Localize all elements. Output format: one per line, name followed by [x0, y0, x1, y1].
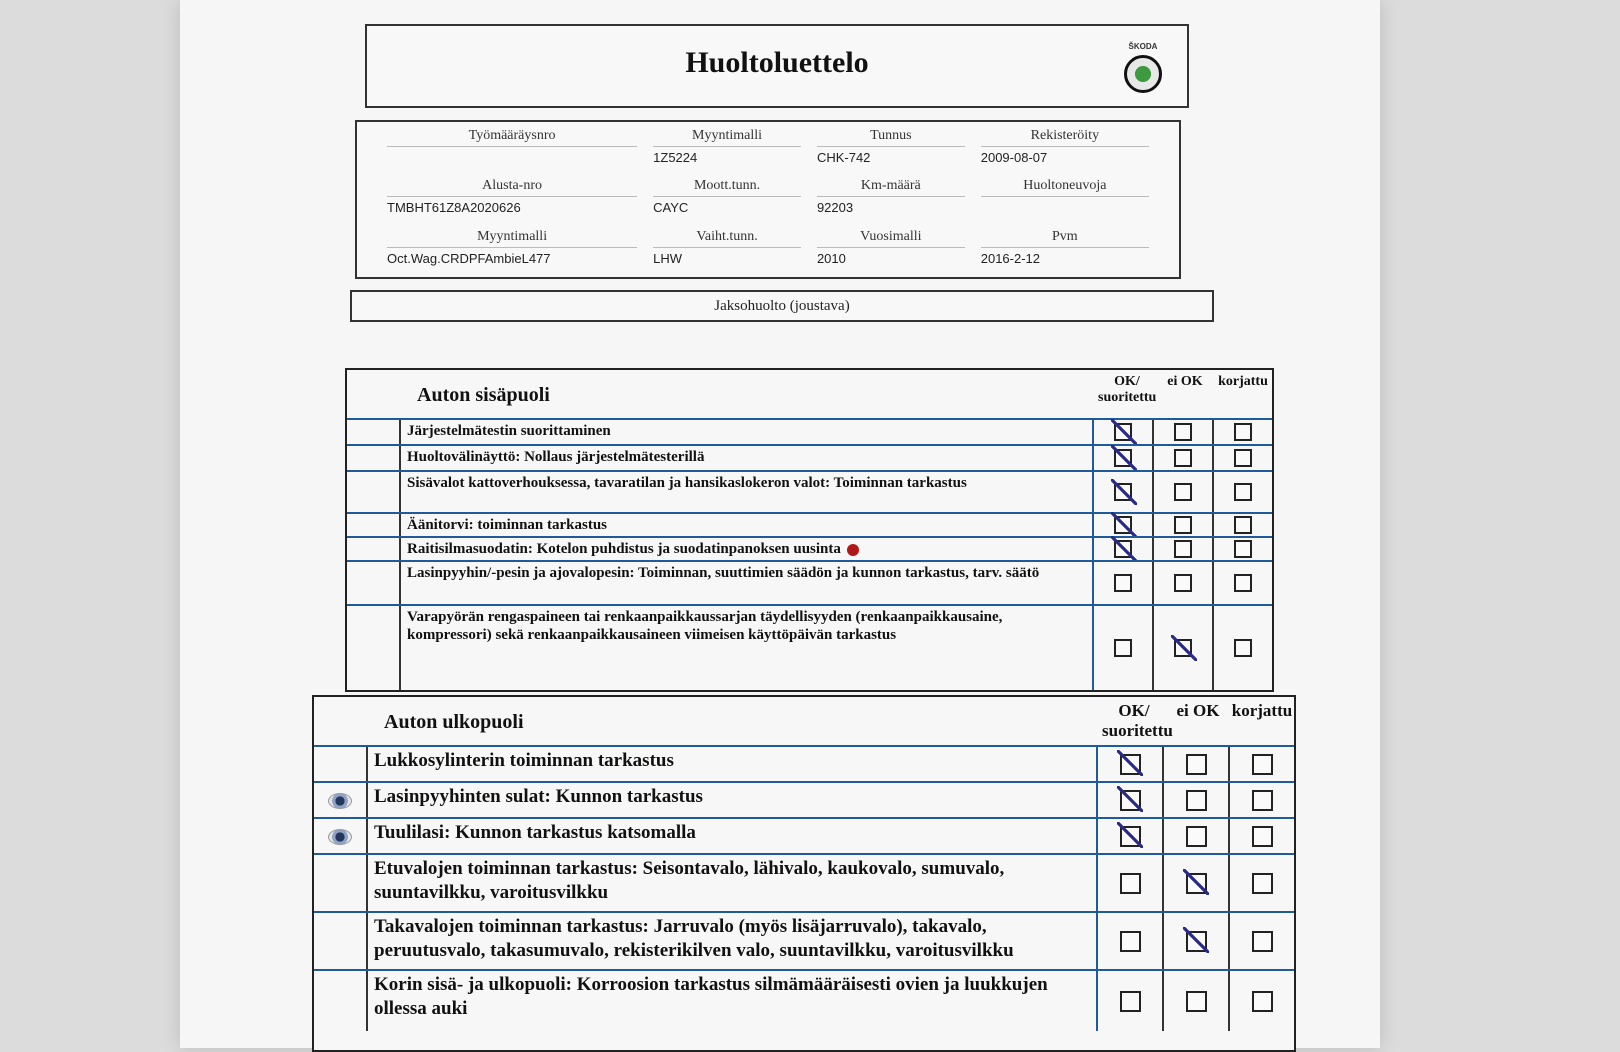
- checkbox-cell: [1098, 855, 1164, 911]
- fixed-checkbox[interactable]: [1252, 991, 1273, 1012]
- row-icon-cell: [347, 538, 401, 560]
- checkbox-cell: [1154, 420, 1214, 444]
- section-title: Auton ulkopuoli: [384, 711, 524, 733]
- checklist-row: [347, 418, 1272, 444]
- checklist-item-label: Etuvalojen toiminnan tarkastus: Seisontavalo, lähivalo, kaukovalo, sumuvalo, suuntavilkku, varoitusvilkku: [374, 858, 1005, 903]
- info-field-label: Km-määrä: [860, 178, 921, 194]
- checklist-item-label: Korin sisä- ja ulkopuoli: Korroosion tarkastus silmämääräisesti ovien ja luukkujen ollessa auki: [374, 974, 1048, 1019]
- checkbox-cell: [1094, 446, 1154, 470]
- document-page: [180, 0, 1380, 1048]
- checklist-row: [314, 745, 1294, 781]
- checklist-item-text: [368, 971, 1098, 1031]
- column-header: OK/ suoritettu: [1102, 701, 1173, 740]
- info-field-value: 2016-2-12: [981, 247, 1149, 267]
- ok-checkbox[interactable]: [1114, 516, 1132, 534]
- checkbox-cell: [1094, 538, 1154, 560]
- service-type: Jaksohuolto (joustava): [714, 298, 850, 314]
- not-ok-checkbox[interactable]: [1186, 931, 1207, 952]
- info-field-label: Moott.tunn.: [693, 178, 761, 194]
- checklist-item-label: Lasinpyyhin/-pesin ja ajovalopesin: Toiminnan, suuttimien säädön ja kunnon tarkastus, tarv. säätö: [407, 565, 1040, 581]
- info-field: [645, 225, 809, 275]
- checkbox-cell: [1164, 747, 1230, 781]
- logo-text: ŠKODA: [1128, 42, 1158, 51]
- checkbox-cell: [1230, 971, 1294, 1031]
- section-header: [347, 370, 1272, 418]
- checklist-item-text: [401, 606, 1094, 690]
- info-field-label: Työmääräysnro: [468, 128, 556, 143]
- checklist-row: [347, 470, 1272, 512]
- info-field-label: Myyntimalli: [692, 128, 763, 143]
- checkbox-cell: [1154, 472, 1214, 512]
- row-icon-cell: [314, 819, 368, 853]
- checkbox-cell: [1164, 819, 1230, 853]
- not-ok-checkbox[interactable]: [1174, 449, 1192, 467]
- checklist-row: [314, 817, 1294, 853]
- checkbox-cell: [1230, 913, 1294, 969]
- checklist-item-text: [401, 538, 1094, 560]
- ok-checkbox[interactable]: [1120, 931, 1141, 952]
- info-field: [379, 225, 645, 275]
- info-field-value: [981, 196, 1149, 216]
- fixed-checkbox[interactable]: [1252, 873, 1273, 894]
- checklist-item-label: Raitisilmasuodatin: Kotelon puhdistus ja suodatinpanoksen uusinta: [407, 541, 841, 557]
- checkbox-cell: [1230, 783, 1294, 817]
- checkbox-cell: [1164, 913, 1230, 969]
- checkbox-cell: [1094, 562, 1154, 604]
- fixed-checkbox[interactable]: [1234, 516, 1252, 534]
- column-header: OK/ suoritettu: [1098, 374, 1157, 405]
- checklist-item-text: [368, 913, 1098, 969]
- checklist-item-label: Lasinpyyhinten sulat: Kunnon tarkastus: [374, 786, 703, 807]
- row-icon-cell: [347, 446, 401, 470]
- checklist-item-text: [401, 446, 1094, 470]
- checkbox-cell: [1214, 538, 1272, 560]
- checklist-item-text: [401, 514, 1094, 536]
- checkbox-cell: [1154, 562, 1214, 604]
- page-title: Huoltoluettelo: [685, 46, 869, 79]
- checklist-row: [314, 853, 1294, 911]
- checklist-item-text: [401, 420, 1094, 444]
- info-field-label: Pvm: [1052, 228, 1078, 244]
- checkbox-cell: [1230, 747, 1294, 781]
- info-field-value: 92203: [817, 196, 965, 216]
- fixed-checkbox[interactable]: [1252, 790, 1273, 811]
- ok-checkbox[interactable]: [1114, 574, 1132, 592]
- info-field-label: Tunnus: [870, 128, 912, 143]
- checklist-item-label: Äänitorvi: toiminnan tarkastus: [407, 517, 608, 533]
- checklist-item-text: [368, 855, 1098, 911]
- column-header: korjattu: [1218, 374, 1268, 389]
- info-field: [809, 225, 973, 275]
- not-ok-checkbox[interactable]: [1174, 423, 1192, 441]
- info-field: [379, 124, 645, 174]
- ok-checkbox[interactable]: [1120, 991, 1141, 1012]
- row-icon-cell: [347, 606, 401, 690]
- checkbox-cell: [1094, 606, 1154, 690]
- checklist-row: [314, 911, 1294, 969]
- service-type-box: [350, 290, 1214, 322]
- ok-checkbox[interactable]: [1114, 449, 1132, 467]
- info-field: [645, 124, 809, 174]
- checkbox-cell: [1094, 472, 1154, 512]
- not-ok-checkbox[interactable]: [1174, 574, 1192, 592]
- checkbox-cell: [1164, 855, 1230, 911]
- checkbox-cell: [1214, 606, 1272, 690]
- info-field-value: 1Z5224: [653, 146, 801, 166]
- checklist-row: [347, 560, 1272, 604]
- checkbox-cell: [1098, 747, 1164, 781]
- info-field: [973, 174, 1157, 224]
- section-interior: [345, 368, 1274, 692]
- checklist-item-label: Varapyörän rengaspaineen tai renkaanpaikkaussarjan täydellisyyden (renkaanpaikkausaine, kompressori) sekä renkaanpaikkausaineen viimeisen käyttöpäivän tarkastus: [407, 609, 1003, 643]
- checkbox-cell: [1154, 514, 1214, 536]
- checkbox-cell: [1214, 562, 1272, 604]
- info-field: [973, 124, 1157, 174]
- info-field-value: [387, 146, 637, 166]
- row-icon-cell: [314, 855, 368, 911]
- not-ok-checkbox[interactable]: [1174, 516, 1192, 534]
- checkbox-cell: [1094, 514, 1154, 536]
- info-field-value: 2009-08-07: [981, 146, 1149, 166]
- info-field-label: Vaiht.tunn.: [696, 228, 758, 244]
- info-field-value: CAYC: [653, 196, 801, 216]
- checkbox-cell: [1230, 819, 1294, 853]
- checkbox-cell: [1094, 420, 1154, 444]
- checklist-row: [347, 512, 1272, 536]
- eye-icon: [328, 829, 352, 845]
- not-ok-checkbox[interactable]: [1186, 790, 1207, 811]
- info-field-value: 2010: [817, 247, 965, 267]
- checkbox-cell: [1098, 971, 1164, 1031]
- checklist-item-label: Lukkosylinterin toiminnan tarkastus: [374, 750, 674, 771]
- row-icon-cell: [314, 783, 368, 817]
- section-exterior: [312, 695, 1296, 1052]
- vehicle-info-grid: [357, 122, 1179, 277]
- fixed-checkbox[interactable]: [1252, 826, 1273, 847]
- info-field-value: Oct.Wag.CRDPFAmbieL477: [387, 247, 637, 267]
- not-ok-checkbox[interactable]: [1186, 873, 1207, 894]
- info-field-label: Rekisteröity: [1030, 128, 1100, 143]
- not-ok-checkbox[interactable]: [1186, 991, 1207, 1012]
- row-icon-cell: [314, 971, 368, 1031]
- logo-circle: [1124, 55, 1162, 93]
- info-field: [645, 174, 809, 224]
- ok-checkbox[interactable]: [1114, 639, 1132, 657]
- checklist-item-label: Järjestelmätestin suorittaminen: [407, 423, 611, 439]
- checklist-item-label: Tuulilasi: Kunnon tarkastus katsomalla: [374, 822, 696, 843]
- not-ok-checkbox[interactable]: [1174, 483, 1192, 501]
- vehicle-info-box: [355, 120, 1181, 279]
- info-field: [973, 225, 1157, 275]
- not-ok-checkbox[interactable]: [1186, 754, 1207, 775]
- checklist-row: [347, 604, 1272, 690]
- checkbox-cell: [1154, 538, 1214, 560]
- info-field-label: Myyntimalli: [477, 228, 548, 244]
- fixed-checkbox[interactable]: [1234, 483, 1252, 501]
- info-field-value: CHK-742: [817, 146, 965, 166]
- row-icon-cell: [314, 747, 368, 781]
- checklist-item-text: [401, 562, 1094, 604]
- checkbox-cell: [1164, 971, 1230, 1031]
- info-field: [809, 174, 973, 224]
- section-header: [314, 697, 1294, 745]
- not-ok-checkbox[interactable]: [1174, 639, 1192, 657]
- checklist-row: [347, 536, 1272, 560]
- row-icon-cell: [347, 420, 401, 444]
- checkbox-cell: [1230, 855, 1294, 911]
- checkbox-cell: [1154, 606, 1214, 690]
- eye-icon: [328, 793, 352, 809]
- not-ok-checkbox[interactable]: [1186, 826, 1207, 847]
- ok-checkbox[interactable]: [1120, 826, 1141, 847]
- checklist-row: [314, 969, 1294, 1031]
- checklist-item-text: [368, 747, 1098, 781]
- checkbox-cell: [1154, 446, 1214, 470]
- checkbox-cell: [1214, 420, 1272, 444]
- row-icon-cell: [347, 562, 401, 604]
- row-icon-cell: [347, 514, 401, 536]
- fixed-checkbox[interactable]: [1252, 931, 1273, 952]
- checkbox-cell: [1164, 783, 1230, 817]
- checkbox-cell: [1098, 783, 1164, 817]
- checklist-item-label: Takavalojen toiminnan tarkastus: Jarruvalo (myös lisäjarruvalo), takavalo, peruutusvalo, takasumuvalo, rekisterikilven valo, suuntavilkku, varoitusvilkku: [374, 916, 1014, 961]
- skoda-logo-icon: [1121, 42, 1165, 92]
- checkbox-cell: [1098, 913, 1164, 969]
- column-header: korjattu: [1231, 701, 1293, 720]
- checkbox-cell: [1214, 446, 1272, 470]
- fixed-checkbox[interactable]: [1234, 540, 1252, 558]
- checklist-item-text: [368, 819, 1098, 853]
- section-title: Auton sisäpuoli: [417, 384, 550, 406]
- column-header: ei OK: [1176, 701, 1220, 720]
- fixed-checkbox[interactable]: [1234, 574, 1252, 592]
- ok-checkbox[interactable]: [1120, 873, 1141, 894]
- info-field-label: Vuosimalli: [860, 228, 922, 244]
- fixed-checkbox[interactable]: [1234, 449, 1252, 467]
- checklist-item-text: [401, 472, 1094, 512]
- checklist-item-label: Sisävalot kattoverhouksessa, tavaratilan ja hansikaslokeron valot: Toiminnan tarkastus: [407, 475, 967, 491]
- ok-checkbox[interactable]: [1120, 754, 1141, 775]
- checkbox-cell: [1214, 472, 1272, 512]
- column-header: ei OK: [1167, 374, 1203, 389]
- ok-checkbox[interactable]: [1114, 540, 1132, 558]
- ok-checkbox[interactable]: [1114, 483, 1132, 501]
- info-field: [809, 124, 973, 174]
- info-field-value: TMBHT61Z8A2020626: [387, 196, 637, 216]
- checklist-item-label: Huoltovälinäyttö: Nollaus järjestelmätesterillä: [407, 449, 705, 465]
- info-field-value: LHW: [653, 247, 801, 267]
- red-dot-marker-icon: [847, 544, 859, 556]
- fixed-checkbox[interactable]: [1252, 754, 1273, 775]
- fixed-checkbox[interactable]: [1234, 639, 1252, 657]
- row-icon-cell: [314, 913, 368, 969]
- checklist-row: [314, 781, 1294, 817]
- info-field: [379, 174, 645, 224]
- info-field-label: Alusta-nro: [482, 178, 543, 194]
- not-ok-checkbox[interactable]: [1174, 540, 1192, 558]
- title-box: [365, 24, 1189, 108]
- info-field-label: Huoltoneuvoja: [1023, 178, 1107, 194]
- ok-checkbox[interactable]: [1114, 423, 1132, 441]
- checklist-item-text: [368, 783, 1098, 817]
- checklist-row: [347, 444, 1272, 470]
- checkbox-cell: [1214, 514, 1272, 536]
- ok-checkbox[interactable]: [1120, 790, 1141, 811]
- fixed-checkbox[interactable]: [1234, 423, 1252, 441]
- checkbox-cell: [1098, 819, 1164, 853]
- row-icon-cell: [347, 472, 401, 512]
